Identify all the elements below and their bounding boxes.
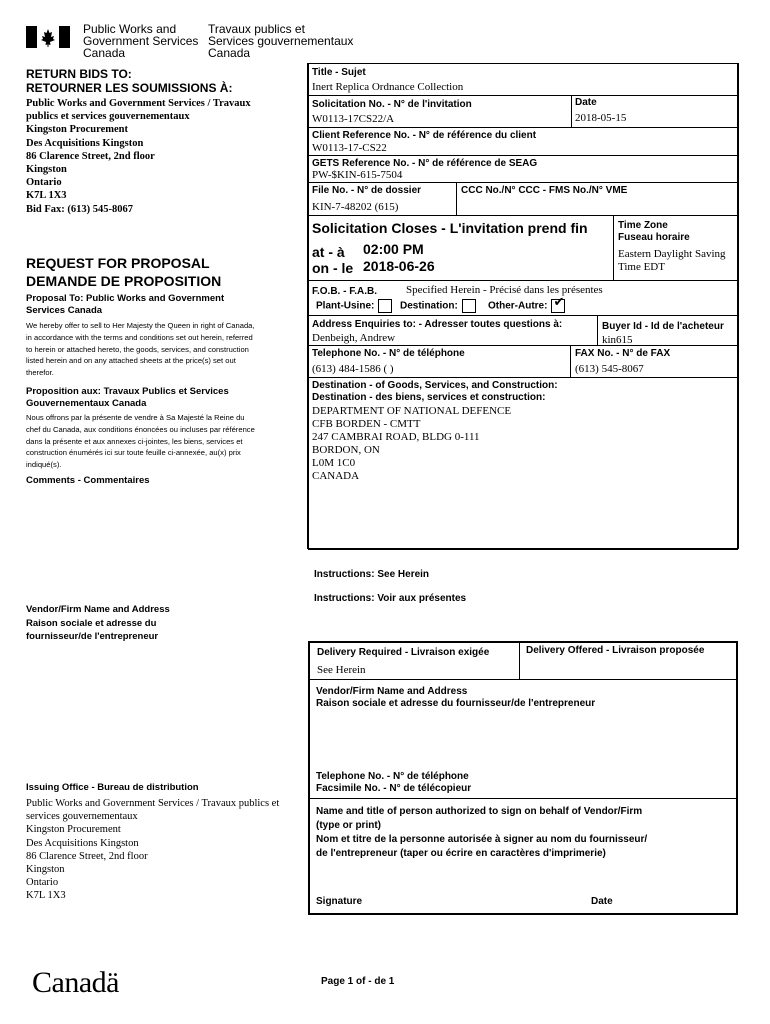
rfp-title-fr: DEMANDE DE PROPOSITION [26, 273, 222, 289]
plant-checkbox[interactable] [378, 299, 392, 313]
destination-label: Destination - of Goods, Services, and Construction: Destination - des biens, services et construction: [312, 380, 558, 403]
address-enquiries-value: Denbeigh, Andrew [312, 332, 396, 344]
issuing-office-label: Issuing Office - Bureau de distribution [26, 782, 199, 793]
signature-date-label: Date [591, 896, 613, 907]
closes-on-label: on - le [312, 260, 354, 276]
telephone-facsimile-label: Telephone No. - N° de téléphone Facsimile No. - N° de télécopieur [316, 771, 472, 794]
telephone-value: (613) 484-1586 ( ) [312, 363, 394, 375]
proposition-heading: Proposition aux: Travaux Publics et Services Gouvernementaux Canada [26, 386, 229, 409]
check-mark-icon: ✔ [553, 295, 565, 310]
solicitation-closes-title: Solicitation Closes - L'invitation prend fin [312, 220, 588, 236]
other-label: Other-Autre: [488, 300, 548, 312]
buyer-id-value: kin615 [602, 334, 633, 346]
vendor-firm-label: Vendor/Firm Name and Address Raison sociale et adresse du fournisseur/de l'entrepreneur [316, 686, 596, 709]
fob-other-option[interactable] [488, 295, 565, 313]
plant-label: Plant-Usine: [316, 300, 375, 312]
client-reference-value: W0113-17-CS22 [312, 142, 387, 154]
department-name-fr: Travaux publics et Services gouvernementaux Canada [208, 22, 354, 60]
other-checkbox[interactable] [551, 295, 565, 313]
telephone-label: Telephone No. - N° de téléphone [312, 348, 465, 359]
comments-label: Comments - Commentaires [26, 475, 150, 486]
vendor-firm-left-label: Vendor/Firm Name and Address Raison sociale et adresse du fournisseur/de l'entrepreneur [26, 604, 170, 642]
canada-wordmark: Canadä [32, 966, 119, 999]
gets-reference-value: PW-$KIN-615-7504 [312, 169, 403, 181]
destination-option-label: Destination: [400, 300, 458, 312]
destination-checkbox[interactable] [462, 299, 476, 313]
proposal-to-heading: Proposal To: Public Works and Government Services Canada [26, 293, 225, 316]
instructions-fr: Instructions: Voir aux présentes [314, 593, 467, 604]
page-number: Page 1 of - de 1 [321, 976, 395, 987]
closes-date-value: 2018-06-26 [363, 258, 435, 274]
time-zone-label: Time Zone Fuseau horaire [618, 220, 690, 243]
destination-value: DEPARTMENT OF NATIONAL DEFENCE CFB BORDEN - CMTT 247 CAMBRAI ROAD, BLDG 0-111 BORDON, ON L0M 1C0 CANADA [312, 405, 512, 482]
signature-label: Signature [316, 896, 363, 907]
fob-plant-option[interactable] [316, 299, 392, 313]
proposal-to-text: We hereby offer to sell to Her Majesty the Queen in right of Canada, in accordance with the terms and conditions set out herein, referred to herein or attached hereto, the goods, services, and construction listed herein and on any attached sheets at the price(s) set out therefor. [26, 321, 255, 378]
solicitation-label: Solicitation No. - N° de l'invitation [312, 99, 472, 110]
delivery-required-label: Delivery Required - Livraison exigée [317, 647, 490, 658]
return-bids-address: Public Works and Government Services / Travaux publics et services gouvernementaux Kingston Procurement Des Acquisitions Kingston 86 Clarence Street, 2nd floor Kingston Ontario K7L 1X3 Bid Fax: (613) 545-8067 [26, 98, 251, 215]
buyer-id-label: Buyer Id - Id de l'acheteur [602, 321, 724, 332]
address-enquiries-label: Address Enquiries to: - Adresser toutes questions à: [312, 319, 563, 330]
canada-flag-icon [26, 26, 70, 48]
closes-time-value: 02:00 PM [363, 241, 424, 257]
proposition-text: Nous offrons par la présente de vendre à Sa Majesté la Reine du chef du Canada, aux conditions énoncées ou incluses par référence dans la présente et aux annexes ci-jointes, les biens, services et construction énumérés ici sur toute feuille ci-annexée, au(x) prix indiqué(s). [26, 413, 255, 470]
return-bids-title-en: RETURN BIDS TO: [26, 67, 132, 81]
file-number-value: KIN-7-48202 (615) [312, 201, 399, 213]
file-number-label: File No. - N° de dossier [312, 185, 422, 196]
date-value: 2018-05-15 [575, 112, 627, 124]
rfp-title-en: REQUEST FOR PROPOSAL [26, 255, 210, 271]
fob-destination-option[interactable] [400, 299, 476, 313]
ccc-number-label: CCC No./N° CCC - FMS No./N° VME [461, 185, 628, 196]
department-name-en: Public Works and Government Services Canada [83, 22, 199, 60]
date-label: Date [575, 97, 597, 108]
instructions-en: Instructions: See Herein [314, 569, 430, 580]
closes-at-label: at - à [312, 244, 345, 260]
client-reference-label: Client Reference No. - N° de référence du client [312, 130, 537, 141]
title-label: Title - Sujet [312, 67, 366, 78]
title-value: Inert Replica Ordnance Collection [312, 81, 464, 93]
delivery-offered-label: Delivery Offered - Livraison proposée [526, 645, 705, 656]
solicitation-value: W0113-17CS22/A [312, 113, 395, 125]
fax-value: (613) 545-8067 [575, 363, 644, 375]
time-zone-value: Eastern Daylight Saving Time EDT [618, 248, 726, 273]
fax-label: FAX No. - N° de FAX [575, 348, 671, 359]
return-bids-title-fr: RETOURNER LES SOUMISSIONS À: [26, 81, 233, 95]
authorized-signer-label: Name and title of person authorized to sign on behalf of Vendor/Firm (type or print) Nom et titre de la personne autorisée à signer au nom du fournisseur/ de l'entrepreneur (taper ou écrire en caractères d'imprimerie) [316, 806, 648, 859]
fob-label: F.O.B. - F.A.B. [312, 286, 377, 297]
delivery-required-value: See Herein [317, 664, 366, 676]
fob-value: Specified Herein - Précisé dans les présentes [406, 284, 603, 296]
issuing-office-address: Public Works and Government Services / Travaux publics et services gouvernementaux Kingston Procurement Des Acquisitions Kingston 86 Clarence Street, 2nd floor Kingston Ontario K7L 1X3 [26, 798, 280, 902]
gets-reference-label: GETS Reference No. - N° de référence de SEAG [312, 158, 538, 169]
